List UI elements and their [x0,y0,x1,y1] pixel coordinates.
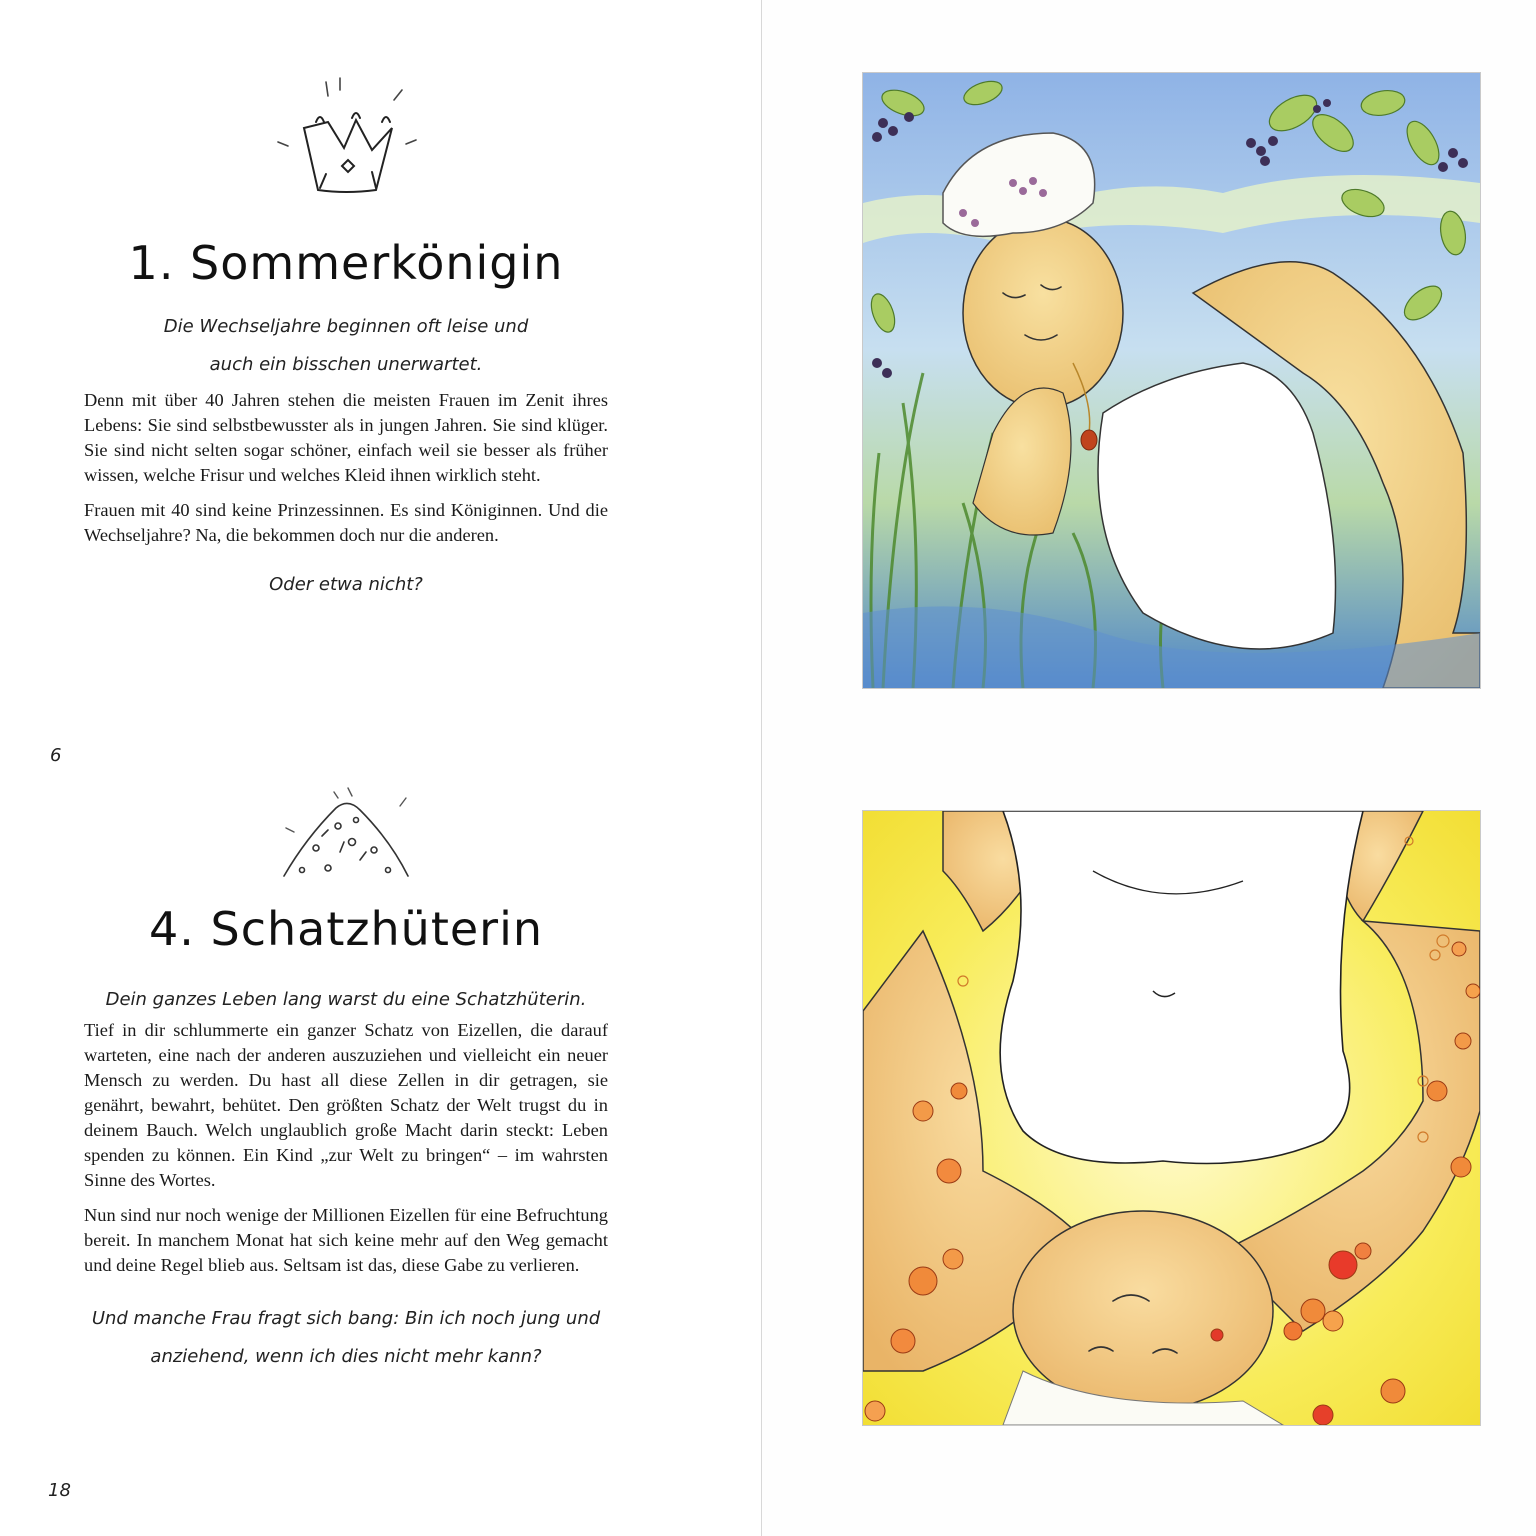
lede-line: Die Wechseljahre beginnen oft leise und [163,316,529,337]
section-schatzhueterin [84,778,608,1376]
body-paragraph: Tief in dir schlummerte ein ganzer Schatz von Eizellen, die darauf warteten, eine nach der anderen auszuziehen und vielleicht ein neuer Mensch zu werden. Du hast all diese Zellen in dir getragen, sie genährt, bewahrt, behütet. Den größten Schatz der Welt trugst du in deinem Bauch. Welch unglaublich große Macht darin steckt: Leben spenden zu können. Ein Kind „zur Welt zu bringen“ – im wahrsten Sinne des Wortes. [84,1020,608,1190]
body-paragraph: Nun sind nur noch wenige der Millionen Eizellen für eine Befruchtung bereit. In manchem Monat hat sich keine mehr auf den Weg gemacht und deine Regel blieb aus. Seltsam ist das, diese Gabe zu verlieren. [84,1205,608,1275]
illustration-summer-queen [862,72,1481,689]
body-paragraph: Frauen mit 40 sind keine Prinzessinnen. Es sind Königinnen. Und die Wechseljahre? Na, die bekommen doch nur die anderen. [84,500,608,545]
page-number: 6 [50,745,62,766]
closing-text [84,1300,608,1376]
treasure-pile-icon [256,778,436,888]
closing-line: Und manche Frau fragt sich bang: Bin ich noch jung und [91,1308,601,1329]
section-sommerkoenigin [84,70,608,604]
body-paragraph: Denn mit über 40 Jahren stehen die meisten Frauen im Zenit ihres Lebens: Sie sind selbstbewusster als in jungen Jahren. Sie sind klüger. Sie sind nicht selten sogar schöner, einfach weil sie besser als früher wissen, welche Frisur und welches Kleid ihnen wirklich steht. [84,390,608,485]
closing-text: Oder etwa nicht? [269,574,423,595]
closing-line: anziehend, wenn ich dies nicht mehr kann? [150,1346,542,1367]
lede-text: Dein ganzes Leben lang warst du eine Schatzhüterin. [105,989,587,1010]
section-title: 4. Schatzhüterin [148,902,544,956]
section-title: 1. Sommerkönigin [128,236,564,290]
page-gutter [761,0,762,1536]
lede-text [84,308,608,384]
illustration-treasure-keeper [862,810,1481,1426]
crown-icon [256,70,436,220]
lede-line: auch ein bisschen unerwartet. [209,354,483,375]
page-number: 18 [48,1480,71,1501]
